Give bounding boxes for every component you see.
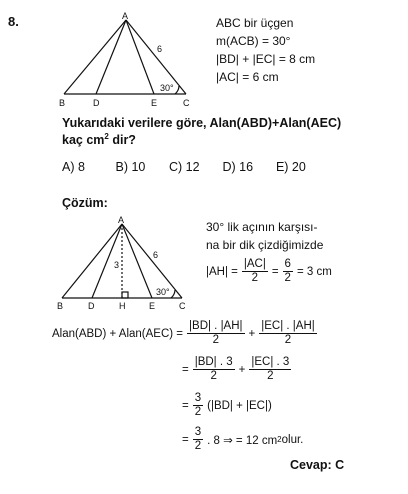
ah-equation: |AH| = $\frac{|AC|}{2}$ = $\frac{6}{2}$ = 3 cm (206, 258, 332, 284)
label-b-2: B (57, 301, 64, 310)
choice-c[interactable]: C) 12 (168, 160, 200, 174)
side-ac-2 (122, 224, 182, 298)
area-line-1: Alan(ABD) + Alan(AEC) = $\frac{|BD| . |AH|}{2}$ + $\frac{|EC| . |AH|}{2}$ (52, 320, 315, 346)
label-b: B (59, 98, 66, 108)
label-e-2: E (149, 301, 156, 310)
label-angle-2: 30° (156, 287, 170, 297)
given-2: m(ACB) = 30° (216, 34, 291, 48)
solution-title: Çözüm: (62, 196, 108, 210)
area-line-3: = $\frac{3}{2}$ (|BD| + |EC|) (182, 392, 272, 418)
given-list (216, 14, 315, 86)
label-a-2: A (118, 216, 125, 225)
triangle-figure-2 (54, 216, 200, 310)
label-c: C (183, 98, 190, 108)
given-3: |BD| + |EC| = 8 cm (216, 52, 316, 66)
right-angle-mark (122, 292, 128, 298)
angle-arc-2 (171, 290, 175, 298)
side-ab (64, 20, 126, 94)
solution-text-1: 30° lik açının karşısı- (206, 220, 318, 234)
area-line-2: = $\frac{|BD| . 3}{2}$ + $\frac{|EC| . 3}{2}$ (182, 356, 290, 382)
solution-text-2: na bir dik çizdiğimizde (206, 238, 324, 252)
segment-ae-2 (122, 224, 152, 298)
angle-arc (175, 86, 179, 94)
segment-ae (126, 20, 154, 94)
question-prompt-line1: Yukarıdaki verilere göre, Alan(ABD)+Alan(AEC) (62, 116, 342, 130)
answer-label: Cevap: C (290, 458, 345, 472)
label-height-3: 3 (114, 260, 120, 270)
label-e: E (151, 98, 158, 108)
triangle-figure-1 (56, 12, 206, 108)
label-a: A (122, 12, 129, 21)
label-side-6-2: 6 (153, 250, 159, 260)
choice-d[interactable]: D) 16 (222, 160, 254, 174)
choice-a[interactable]: A) 8 (62, 160, 85, 174)
label-h-2: H (119, 301, 126, 310)
choice-b[interactable]: B) 10 (115, 160, 146, 174)
question-number: 8. (8, 14, 19, 29)
label-c-2: C (179, 301, 186, 310)
area-line-4: = $\frac{3}{2}$ . 8 ⇒ = 12 cm 2 olur. (182, 426, 304, 452)
label-side-6: 6 (157, 44, 163, 54)
choice-e[interactable]: E) 20 (275, 160, 306, 174)
question-prompt-line2: kaç $cm^2$ dir? (62, 132, 136, 148)
label-d: D (93, 98, 100, 108)
side-ab-2 (62, 224, 122, 298)
side-ac (126, 20, 186, 94)
answer-choices (62, 160, 326, 174)
given-4: |AC| = 6 cm (216, 70, 279, 84)
segment-ad (96, 20, 126, 94)
given-1: ABC bir üçgen (216, 16, 294, 30)
label-angle: 30° (160, 83, 174, 93)
label-d-2: D (88, 301, 95, 310)
